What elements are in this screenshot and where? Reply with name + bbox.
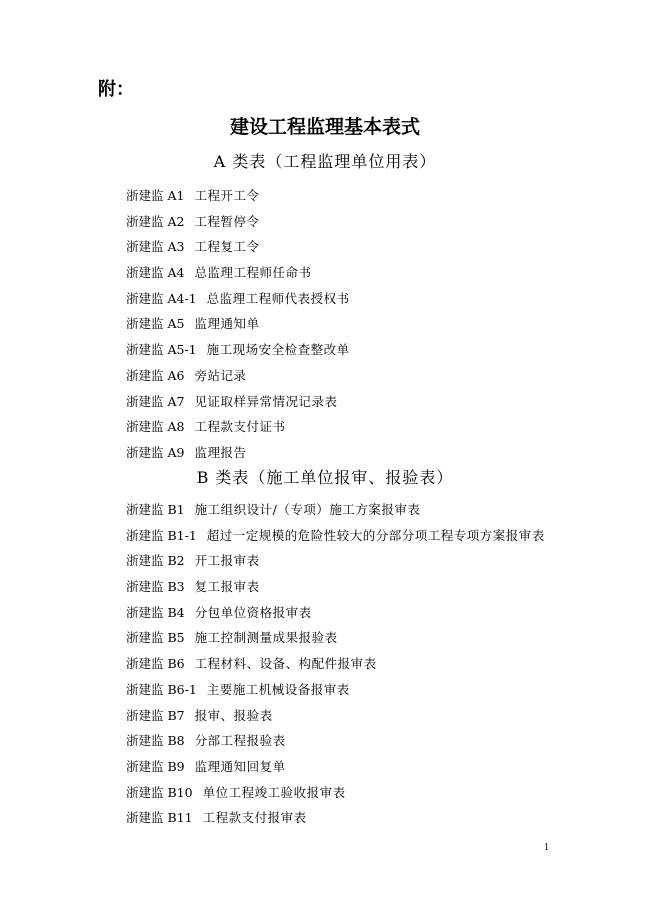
- form-code: 浙建监 B1-1: [126, 527, 197, 543]
- form-name: 总监理工程师代表授权书: [206, 290, 350, 306]
- list-item: [126, 780, 626, 806]
- form-code: 浙建监 B5: [126, 630, 185, 646]
- page-number: 1: [544, 842, 549, 853]
- form-code: 浙建监 A2: [126, 213, 185, 229]
- form-code: 浙建监 A3: [126, 239, 185, 255]
- form-code: 浙建监 B10: [126, 784, 193, 800]
- list-item: [126, 209, 626, 235]
- form-code: 浙建监 A5-1: [126, 342, 197, 358]
- form-name: 工程暂停令: [194, 213, 260, 229]
- form-name: 工程复工令: [194, 239, 260, 255]
- form-code: 浙建监 B11: [126, 810, 193, 826]
- form-code: 浙建监 B1: [126, 502, 185, 517]
- form-name: 监理报告: [194, 444, 247, 460]
- form-name: 主要施工机械设备报审表: [206, 681, 350, 697]
- list-item: [126, 523, 626, 549]
- list-item: [126, 337, 626, 363]
- form-name: 工程材料、设备、构配件报审表: [194, 656, 377, 672]
- list-item: [126, 234, 626, 260]
- form-name: 工程开工令: [194, 188, 260, 203]
- list-item: [126, 183, 626, 209]
- form-code: 浙建监 B3: [126, 579, 185, 595]
- form-code: 浙建监 A6: [126, 367, 185, 383]
- form-list-b: [126, 497, 626, 831]
- form-name: 报审、报验表: [194, 707, 273, 723]
- form-name: 旁站记录: [194, 367, 247, 383]
- list-item: [126, 260, 626, 286]
- form-name: 总监理工程师任命书: [194, 265, 312, 281]
- form-code: 浙建监 B4: [126, 604, 185, 620]
- list-item: [126, 728, 626, 754]
- form-code: 浙建监 A8: [126, 419, 185, 435]
- form-name: 监理通知单: [194, 316, 260, 332]
- list-item: [126, 574, 626, 600]
- form-name: 分部工程报验表: [194, 733, 286, 749]
- list-item: [126, 600, 626, 626]
- form-name: 单位工程竣工验收报审表: [202, 784, 346, 800]
- form-code: 浙建监 B7: [126, 707, 185, 723]
- form-name: 工程款支付证书: [194, 419, 286, 435]
- list-item: [126, 440, 626, 466]
- list-item: [126, 703, 626, 729]
- form-code: 浙建监 B6-1: [126, 681, 197, 697]
- form-name: 见证取样异常情况记录表: [194, 393, 338, 409]
- section-heading-b: B 类表（施工单位报审、报验表）: [196, 468, 454, 487]
- form-name: 分包单位资格报审表: [194, 604, 312, 620]
- form-code: 浙建监 A5: [126, 316, 185, 332]
- list-item: [126, 548, 626, 574]
- form-code: 浙建监 A7: [126, 393, 185, 409]
- section-heading-a: A 类表（工程监理单位用表）: [213, 152, 437, 171]
- list-item: [126, 651, 626, 677]
- form-list-a: [126, 183, 626, 466]
- form-code: 浙建监 A4: [126, 265, 185, 281]
- form-name: 工程款支付报审表: [202, 810, 307, 826]
- document-title: 建设工程监理基本表式: [229, 116, 420, 138]
- list-item: [126, 625, 626, 651]
- form-code: 浙建监 B8: [126, 733, 185, 749]
- list-item: [126, 805, 626, 831]
- form-name: 复工报审表: [194, 579, 260, 595]
- form-code: 浙建监 A4-1: [126, 290, 197, 306]
- form-name: 施工控制测量成果报验表: [194, 630, 338, 646]
- list-item: [126, 286, 626, 312]
- list-item: [126, 311, 626, 337]
- form-code: 浙建监 B2: [126, 553, 185, 569]
- form-code: 浙建监 B9: [126, 758, 185, 774]
- form-code: 浙建监 B6: [126, 656, 185, 672]
- form-name: 开工报审表: [194, 553, 260, 569]
- list-item: [126, 414, 626, 440]
- list-item: [126, 754, 626, 780]
- list-item: [126, 389, 626, 415]
- list-item: [126, 363, 626, 389]
- form-code: 浙建监 A9: [126, 444, 185, 460]
- appendix-label: 附：: [98, 79, 134, 100]
- form-name: 超过一定规模的危险性较大的分部分项工程专项方案报审表: [206, 527, 545, 543]
- form-name: 施工组织设计/（专项）施工方案报审表: [194, 502, 421, 517]
- list-item: [126, 497, 626, 523]
- form-name: 施工现场安全检查整改单: [206, 342, 350, 358]
- form-code: 浙建监 A1: [126, 188, 185, 203]
- form-name: 监理通知回复单: [194, 758, 286, 774]
- list-item: [126, 677, 626, 703]
